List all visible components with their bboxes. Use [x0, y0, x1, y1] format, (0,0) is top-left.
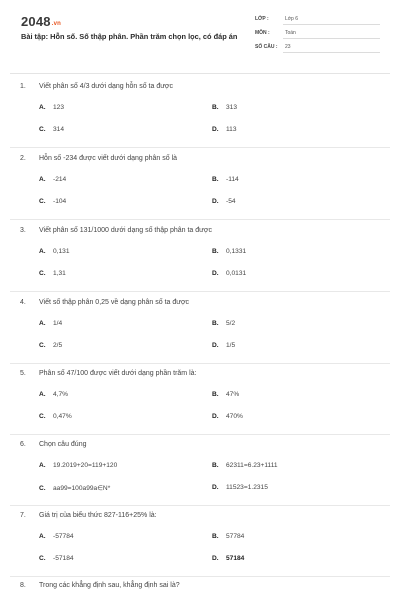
option-d[interactable]: D. 470%: [212, 413, 243, 420]
option-c[interactable]: C. 314: [39, 126, 65, 133]
option-d[interactable]: D. 113: [212, 126, 237, 133]
meta-class: [255, 15, 380, 25]
meta-underline: [283, 24, 380, 25]
option-a[interactable]: A. -214: [39, 176, 67, 183]
question-number: 6.: [20, 441, 26, 448]
question-number: 2.: [20, 155, 26, 162]
question-divider: [10, 434, 390, 435]
meta-underline: [283, 52, 380, 53]
option-d[interactable]: D. 0,0131: [212, 270, 247, 277]
option-a[interactable]: A. -57784: [39, 533, 74, 540]
option-b[interactable]: B. 57784: [212, 533, 245, 540]
question-4: [0, 299, 400, 371]
meta-count: [255, 43, 380, 53]
option-d[interactable]: D. 11523=1.2315: [212, 484, 268, 491]
option-b[interactable]: B. 0,1331: [212, 248, 247, 255]
option-a[interactable]: A. 19.2019+20=119+120: [39, 462, 118, 469]
option-c[interactable]: C. 1,31: [39, 270, 66, 277]
site-logo[interactable]: [21, 14, 61, 29]
question-divider: [10, 291, 390, 292]
worksheet-title: Bài tập: Hỗn số. Số thập phân. Phần trăm chọn lọc, có đáp án: [21, 32, 238, 41]
question-6: [0, 441, 400, 513]
option-c[interactable]: C. 2/5: [39, 342, 63, 349]
question-text: Viết phân số 4/3 dưới dạng hỗn số ta được: [39, 83, 174, 90]
question-number: 7.: [20, 512, 26, 519]
logo-suffix: .vn: [51, 21, 62, 27]
question-8: [0, 582, 400, 600]
worksheet-header: [0, 0, 400, 74]
question-text: Viết phân số 131/1000 dưới dạng số thập phân ta được: [39, 227, 212, 234]
header-divider: [10, 73, 390, 74]
question-1: [0, 83, 400, 155]
option-d[interactable]: D. 1/5: [212, 342, 236, 349]
question-number: 3.: [20, 227, 26, 234]
meta-class-label: LỚP :: [255, 16, 269, 22]
option-b[interactable]: B. 5/2: [212, 320, 236, 327]
question-number: 1.: [20, 83, 26, 90]
question-2: [0, 155, 400, 227]
question-number: 8.: [20, 582, 26, 589]
question-text: Giá trị của biểu thức 827-116+25% là:: [39, 512, 157, 519]
option-c[interactable]: C. 0,47%: [39, 413, 72, 420]
meta-subject: [255, 29, 380, 39]
meta-underline: [283, 38, 380, 39]
question-text: Chọn câu đúng: [39, 441, 87, 448]
meta-class-value: Lớp 6: [285, 16, 299, 22]
option-b[interactable]: B. 313: [212, 104, 238, 111]
question-divider: [10, 363, 390, 364]
option-b[interactable]: B. 47%: [212, 391, 240, 398]
meta-count-label: SỐ CÂU :: [255, 44, 278, 50]
question-text: Viết số thập phân 0,25 về dạng phân số ta được: [39, 299, 190, 306]
option-d[interactable]: D. 57184: [212, 555, 245, 562]
meta-count-value: 23: [285, 44, 291, 50]
option-a[interactable]: A. 1/4: [39, 320, 63, 327]
question-divider: [10, 576, 390, 577]
question-text: Phân số 47/100 được viết dưới dạng phần trăm là:: [39, 370, 197, 377]
question-divider: [10, 147, 390, 148]
meta-subject-label: MÔN :: [255, 30, 270, 36]
question-3: [0, 227, 400, 299]
option-d[interactable]: D. -54: [212, 198, 236, 205]
question-7: [0, 512, 400, 584]
option-c[interactable]: C. -104: [39, 198, 67, 205]
option-a[interactable]: A. 123: [39, 104, 65, 111]
meta-subject-value: Toán: [285, 30, 296, 36]
question-text: Hỗn số -234 được viết dưới dạng phân số là: [39, 155, 178, 162]
option-c[interactable]: C. aa99=100a99a∈N*: [39, 485, 111, 492]
question-number: 5.: [20, 370, 26, 377]
option-c[interactable]: C. -57184: [39, 555, 74, 562]
logo-main: 2048: [21, 14, 51, 29]
question-divider: [10, 219, 390, 220]
question-divider: [10, 505, 390, 506]
question-number: 4.: [20, 299, 26, 306]
option-a[interactable]: A. 4,7%: [39, 391, 69, 398]
question-text: Trong các khẳng định sau, khẳng định sai là?: [39, 582, 180, 589]
option-b[interactable]: B. 62311=6.23+1111: [212, 462, 278, 469]
question-5: [0, 370, 400, 442]
option-b[interactable]: B. -114: [212, 176, 239, 183]
option-a[interactable]: A. 0,131: [39, 248, 70, 255]
